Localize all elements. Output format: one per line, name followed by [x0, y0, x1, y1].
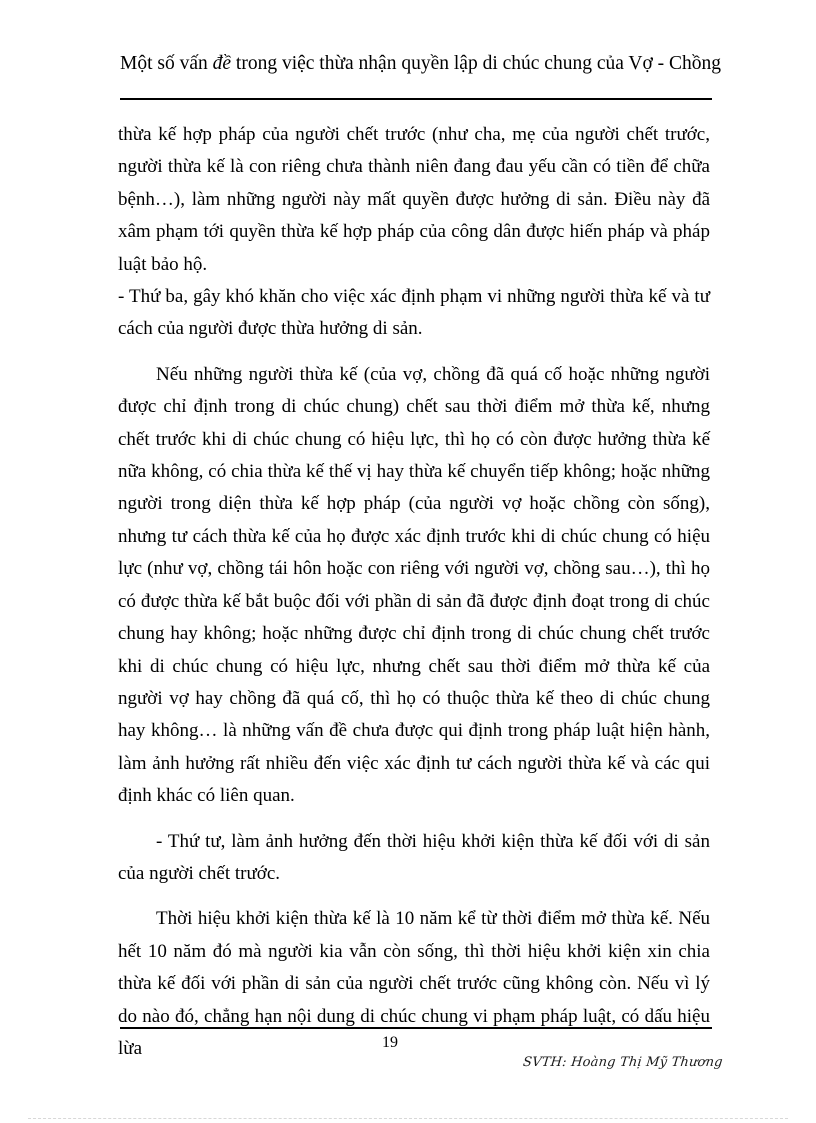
page-bottom-divider [28, 1118, 788, 1119]
header-title-end: trong việc thừa nhận quyền lập di chúc chung của Vợ - Chồng [231, 53, 722, 74]
paragraph-nguoi-thua-ke: Nếu những người thừa kế (của vợ, chồng đã quá cố hoặc những người được chỉ định trong di chúc chung) chết sau thời điểm mở thừa kế, nhưng chết trước khi di chúc chung có hiệu lực, thì họ có còn được hưởng thừa kế nữa không, có chia thừa kế thế vị hay thừa kế chuyển tiếp không; hoặc những người trong diện thừa kế hợp pháp (của người vợ hoặc chồng còn sống), nhưng tư cách thừa kế của họ được xác định trước khi di chúc chung có hiệu lực (như vợ, chồng tái hôn hoặc con riêng với người vợ, chồng sau…), thì họ có được thừa kế bắt buộc đối với phần di sản đã được định đoạt trong di chúc chung hay không; hoặc những được chỉ định trong di chúc chung chết trước khi di chúc chung có hiệu lực, nhưng chết sau thời điểm mở thừa kế của người vợ hay chồng đã quá cố, thì họ có thuộc thừa kế theo di chúc chung hay không… là những vấn đề chưa được qui định trong pháp luật hiện hành, làm ảnh hưởng rất nhiều đến việc xác định tư cách người thừa kế và các qui định khác có liên quan. [118, 363, 710, 807]
header-title-emphasis: đề [212, 53, 232, 74]
page-number: 19 [382, 1034, 398, 1051]
footer-rule [120, 1027, 712, 1029]
author-signature: SVTH: Hoàng Thị Mỹ Thương [522, 1055, 724, 1070]
page-header-title [120, 50, 722, 78]
paragraph-thu-tu: - Thứ tư, làm ảnh hưởng đến thời hiệu khởi kiện thừa kế đối với di sản của người chết trước. [118, 830, 710, 884]
header-title-start: Một số vấn [120, 53, 213, 74]
document-body [118, 119, 710, 1065]
paragraph-thoi-hieu: Thời hiệu khởi kiện thừa kế là 10 năm kể từ thời điểm mở thừa kế. Nếu hết 10 năm đó mà người kia vẫn còn sống, thì thời hiệu khởi kiện xin chia thừa kế đối với phần di sản của người chết trước cũng không còn. Nếu vì lý do nào đó, chẳng hạn nội dung di chúc chung vi phạm pháp luật, có dấu hiệu lừa [118, 908, 710, 1059]
paragraph-thu-ba: - Thứ ba, gây khó khăn cho việc xác định phạm vi những người thừa kế và tư cách của người được thừa hưởng di sản. [118, 286, 710, 340]
paragraph-continuation: thừa kế hợp pháp của người chết trước (như cha, mẹ của người chết trước, người thừa kế là con riêng chưa thành niên đang đau yếu cần có tiền để chữa bệnh…), làm những người này mất quyền được hưởng di sản. Điều này đã xâm phạm tới quyền thừa kế hợp pháp của công dân được hiến pháp và pháp luật bảo hộ. [118, 124, 710, 275]
header-rule [120, 98, 712, 100]
